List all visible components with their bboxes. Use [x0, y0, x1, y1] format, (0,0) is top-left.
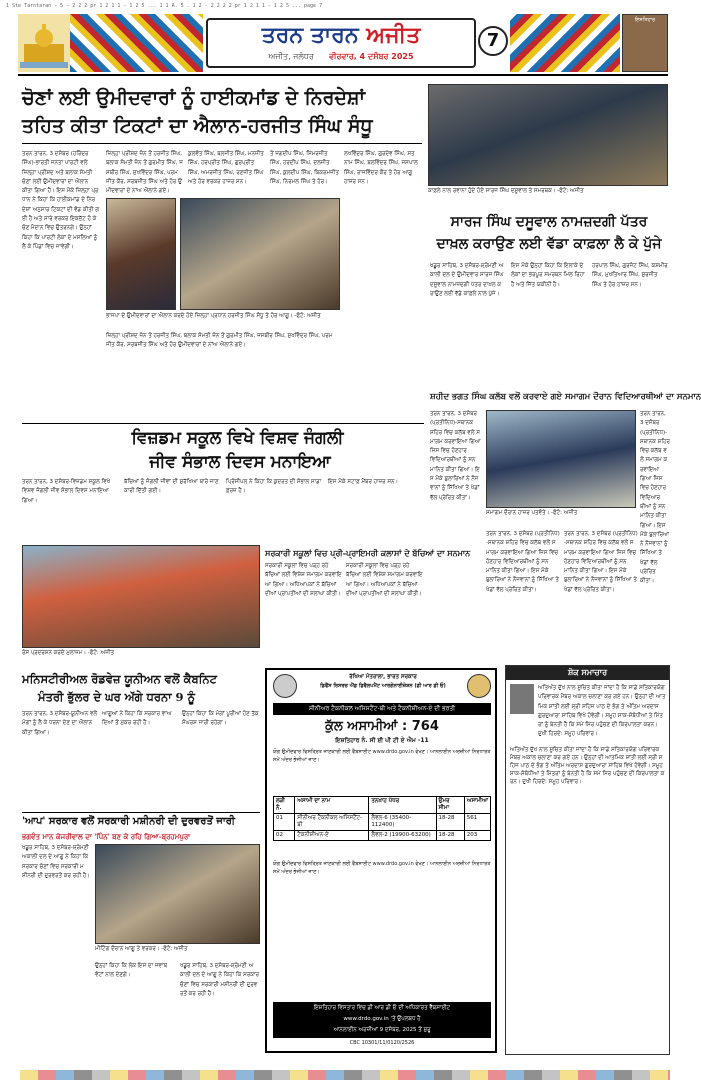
obituary-title: ਸ਼ੋਕ ਸਮਾਚਾਰ — [506, 666, 669, 680]
protest-headline-line1: ਮਨਿਸਟੀਰੀਅਲ ਰੋਡਵੇਜ਼ ਯੂਨੀਅਨ ਵਲੋਂ ਕੈਬਨਿਟ — [22, 672, 217, 686]
table-row — [274, 814, 491, 831]
protest-headline-line2: ਮੰਤਰੀ ਭੁੱਲਰ ਦੇ ਘਰ ਅੱਗੇ ਧਰਨਾ 9 ਨੂੰ — [38, 690, 196, 704]
ad-posts-table-wrap — [273, 796, 491, 841]
lead-headline-line2: ਤਹਿਤ ਕੀਤਾ ਟਿਕਟਾਂ ਦਾ ਐਲਾਨ-ਹਰਜੀਤ ਸਿੰਘ ਸੰਧੂ — [22, 115, 373, 137]
table-cell: 18-28 — [436, 831, 464, 841]
table-cell: ਸੀਨੀਅਰ ਟੈਕਨੀਕਲ ਅਸਿਸਟੈਂਟ-ਬੀ — [295, 814, 369, 831]
right-headline-line1: ਸਾਰਜ ਸਿੰਘ ਦਸੂਵਾਲ ਨਾਮਜ਼ਦਗੀ ਪੱਤਰ — [450, 214, 648, 230]
lead-col-1: ਤਰਨ ਤਾਰਨ, 3 ਦਸੰਬਰ (ਹਰਿੰਦਰ ਸਿੰਘ)-ਭਾਰਤੀ ਜਨਤਾ ਪਾਰਟੀ ਵਲੋਂ ਜ਼ਿਲ੍ਹਾ ਪ੍ਰੀਸ਼ਦ ਅਤੇ ਬਲਾਕ ਸੰਮਤੀ ਚੋਣਾਂ ਲਈ ਉਮੀਦਵਾਰਾਂ ਦਾ ਐਲਾਨ ਕੀਤਾ ਗਿਆ ਹੈ। ਇਸ ਮੌਕੇ ਜ਼ਿਲ੍ਹਾ ਪ੍ਰਧਾਨ ਨੇ ਕਿਹਾ ਕਿ ਹਾਈਕਮਾਂਡ ਦੇ ਨਿਰਦੇਸ਼ਾਂ ਅਨੁਸਾਰ ਟਿਕਟਾਂ ਦੀ ਵੰਡ ਕੀਤੀ ਗਈ ਹੈ ਅਤੇ ਸਾਰੇ ਵਰਕਰ ਇਕਜੁੱਟ ਹੋ ਕੇ ਚੋਣ ਮੈਦਾਨ ਵਿਚ ਉਤਰਨਗੇ। ਉਨ੍ਹਾਂ ਕਿਹਾ ਕਿ ਪਾਰਟੀ ਲੋਕਾਂ ਦੇ ਮਸਲਿਆਂ ਨੂੰ ਲੈ ਕੇ ਪਿੰਡਾਂ ਵਿਚ ਜਾਵੇਗੀ। — [22, 151, 100, 250]
ad-total-posts: ਕੁੱਲ ਅਸਾਮੀਆਂ : 764 — [325, 719, 439, 734]
obituary-body: ਅਤਿਅੰਤ ਦੁੱਖ ਨਾਲ ਸੂਚਿਤ ਕੀਤਾ ਜਾਂਦਾ ਹੈ ਕਿ ਸਾਡੇ ਸਤਿਕਾਰਯੋਗ ਪਰਿਵਾਰਕ ਮੈਂਬਰ ਅਕਾਲ ਚਲਾਣਾ ਕਰ ਗਏ ਹਨ। ਉਨ੍ਹਾਂ ਦੀ ਆਤਮਿਕ ਸ਼ਾਂਤੀ ਲਈ ਸ੍ਰੀ ਸਹਿਜ ਪਾਠ ਦੇ ਭੋਗ ਤੇ ਅੰਤਿਮ ਅਰਦਾਸ ਗੁਰਦੁਆਰਾ ਸਾਹਿਬ ਵਿਖੇ ਹੋਵੇਗੀ। ਸਮੂਹ ਸਾਕ-ਸੰਬੰਧੀਆਂ ਤੇ ਮਿੱਤਰਾਂ ਨੂੰ ਬੇਨਤੀ ਹੈ ਕਿ ਸਮੇਂ ਸਿਰ ਪਹੁੰਚਣ ਦੀ ਕਿਰਪਾਲਤਾ ਕਰਨ। ਦੁਖੀ ਹਿਰਦੇ: ਸਮੂਹ ਪਰਿਵਾਰ। — [510, 747, 665, 785]
ad-body: ਯੋਗ ਉਮੀਦਵਾਰ ਵਿਸਤ੍ਰਿਤ ਜਾਣਕਾਰੀ ਲਈ ਵੈੱਬਸਾਈਟ www.drdo.gov.in ਵੇਖਣ। ਆਨਲਾਈਨ ਅਰਜ਼ੀਆਂ ਨਿਰਧਾਰਤ ਸਮੇਂ ਅੰਦਰ ਭੇਜੀਆਂ ਜਾਣ। — [273, 861, 491, 875]
print-slug: 1 Ste Tarntaran - 5 - 2 2 2 pr 1 2 1 1 - 1 2 5 ... 1 1 A. 5 . 1 2 - 2 2 2 2 pr 1 2 1 1 - 1 2 5 ... page 7 — [6, 3, 323, 9]
masthead-right-pattern — [510, 14, 620, 72]
wisdom-col-3: ਪ੍ਰਿੰਸੀਪਲ ਨੇ ਕਿਹਾ ਕਿ ਕੁਦਰਤ ਦੀ ਸੰਭਾਲ ਸਾਡਾ ਫ਼ਰਜ਼ ਹੈ। — [226, 479, 322, 495]
title-city: ਤਰਨ ਤਾਰਨ — [261, 22, 359, 48]
ad-number: ਇਸ਼ਤਿਹਾਰ ਨੰ. ਸੀ ਈ ਪੀ ਟੀ ਏ ਐਮ -11 — [335, 737, 429, 744]
ad-header-small: ਰੱਖਿਆ ਮੰਤਰਾਲਾ, ਭਾਰਤ ਸਰਕਾਰ — [349, 674, 417, 680]
issue-date: ਵੀਰਵਾਰ, 4 ਦਸੰਬਰ 2025 — [329, 52, 414, 61]
table-cell: ਟੈਕਨੀਸ਼ੀਅਨ-ਏ — [295, 831, 369, 841]
aap-sub-headline: ਭਗਵੰਤ ਮਾਨ ਕੇਜਰੀਵਾਲ ਦਾ 'ਪਿੰਨ' ਬਣ ਕੇ ਰਹਿ ਗਿਆ-ਬ੍ਰਹਮਪੁਰਾ — [22, 832, 191, 841]
table-cell: ਲੈਵਲ-2 (19900-63200) — [369, 831, 436, 841]
page-number: 7 — [478, 26, 508, 56]
right-col-1: ਖਡੂਰ ਸਾਹਿਬ, 3 ਦਸੰਬਰ-ਸ਼੍ਰੋਮਣੀ ਅਕਾਲੀ ਦਲ ਦੇ ਉਮੀਦਵਾਰ ਸਾਰਜ ਸਿੰਘ ਦਸੂਵਾਲ ਨਾਮਜ਼ਦਗੀ ਪੱਤਰ ਦਾਖ਼ਲ ਕਰਾਉਣ ਲਈ ਵੱਡੇ ਕਾਫ਼ਲੇ ਨਾਲ ਪੁੱਜੇ। — [430, 263, 504, 297]
table-cell: ਲੈਵਲ-6 (35400-112400) — [369, 814, 436, 831]
school-side-headline: ਸਰਕਾਰੀ ਸਕੂਲਾਂ ਵਿਚ ਪ੍ਰੀ-ਪ੍ਰਾਇਮਰੀ ਕਲਾਸਾਂ ਦੇ ਬੱਚਿਆਂ ਦਾ ਸਨਮਾਨ — [265, 548, 471, 558]
wisdom-col-2: ਬੱਚਿਆਂ ਨੂੰ ਜੰਗਲੀ ਜੀਵਾਂ ਦੀ ਸੁਰੱਖਿਆ ਬਾਰੇ ਜਾਣਕਾਰੀ ਦਿੱਤੀ ਗਈ। — [124, 479, 219, 495]
right-top-caption: ਕਾਫ਼ਲੇ ਨਾਲ ਰਵਾਨਾ ਹੁੰਦੇ ਹੋਏ ਸਾਰਜ ਸਿੰਘ ਦਸੂਵਾਲ ਤੇ ਸਮਰਥਕ। -ਫੋਟੋ: ਅਜੀਤ — [428, 188, 584, 194]
masthead-ad-text: ਇਸ਼ਤਿਹਾਰ — [634, 17, 656, 23]
school-side-col-1: ਸਰਕਾਰੀ ਸਕੂਲਾਂ ਵਿਚ ਪੜ੍ਹ ਰਹੇ ਬੱਚਿਆਂ ਲਈ ਵਿਸ਼ੇਸ਼ ਸਮਾਗਮ ਕਰਵਾਇਆ ਗਿਆ। ਅਧਿਆਪਕਾਂ ਨੇ ਬੱਚਿਆਂ ਦੀਆਂ ਪ੍ਰਾਪਤੀਆਂ ਦੀ ਸ਼ਲਾਘਾ ਕੀਤੀ। — [265, 563, 342, 597]
table-cell: 01 — [274, 814, 295, 831]
table-header-cell: ਲੜੀ ਨੰ. — [274, 797, 295, 814]
ad-footer-line2: www.drdo.gov.in 'ਤੇ ਉਪਲਬਧ ਹੈ — [343, 1016, 421, 1022]
registration-color-bar — [20, 1070, 670, 1080]
ad-tagline: ਸੀਨੀਅਰ ਟੈਕਨੀਕਲ ਅਸਿਸਟੈਂਟ-ਬੀ ਅਤੇ ਟੈਕਨੀਸ਼ੀਅਨ-ਏ ਦੀ ਭਰਤੀ — [273, 703, 491, 715]
right-headline-line2: ਦਾਖ਼ਲ ਕਰਾਉਣ ਲਈ ਵੱਡਾ ਕਾਫ਼ਲਾ ਲੈ ਕੇ ਪੁੱਜੇ — [436, 236, 662, 252]
drdo-emblem — [273, 674, 297, 698]
masthead-publisher: ਅਜੀਤ, ਜਲੰਧਰ — [268, 52, 314, 61]
right-col-2: ਇਸ ਮੌਕੇ ਉਨ੍ਹਾਂ ਕਿਹਾ ਕਿ ਇਲਾਕੇ ਦੇ ਲੋਕਾਂ ਦਾ ਭਰਪੂਰ ਸਮਰਥਨ ਮਿਲ ਰਿਹਾ ਹੈ ਅਤੇ ਜਿੱਤ ਯਕੀਨੀ ਹੈ। — [511, 263, 585, 288]
lead-photo-caption: ਭਾਜਪਾ ਦੇ ਉਮੀਦਵਾਰਾਂ ਦਾ ਐਲਾਨ ਕਰਦੇ ਹੋਏ ਜ਼ਿਲ੍ਹਾ ਪ੍ਰਧਾਨ ਹਰਜੀਤ ਸਿੰਘ ਸੰਧੂ ਤੇ ਹੋਰ ਆਗੂ। -ਫੋਟੋ: ਅਜੀਤ — [106, 313, 321, 319]
table-row — [274, 831, 491, 841]
right-sub-col-3: ਤਰਨ ਤਾਰਨ, 3 ਦਸੰਬਰ (ਪ੍ਰਤੀਨਿਧ)-ਸਥਾਨਕ ਸ਼ਹਿਰ ਵਿਚ ਕਲੱਬ ਵਲੋਂ ਸਮਾਗਮ ਕਰਵਾਇਆ ਗਿਆ ਜਿਸ ਵਿਚ ਹੋਣਹਾਰ ਵਿਦਿਆਰਥੀਆਂ ਨੂੰ ਸਨਮਾਨਿਤ ਕੀਤਾ ਗਿਆ। ਇਸ ਮੌਕੇ ਬੁਲਾਰਿਆਂ ਨੇ ਨੌਜਵਾਨਾਂ ਨੂੰ ਸਿੱਖਿਆ ਤੇ ਖੇਡਾਂ ਵੱਲ ਪ੍ਰੇਰਿਤ ਕੀਤਾ। — [564, 531, 638, 593]
table-header-row — [274, 797, 491, 814]
aap-col-2: ਉਨ੍ਹਾਂ ਕਿਹਾ ਕਿ ਲੋਕ ਇਸ ਦਾ ਜਵਾਬ ਵੋਟਾਂ ਨਾਲ ਦੇਣਗੇ। — [95, 963, 167, 979]
obituary-intro: ਅਤਿਅੰਤ ਦੁੱਖ ਨਾਲ ਸੂਚਿਤ ਕੀਤਾ ਜਾਂਦਾ ਹੈ ਕਿ ਸਾਡੇ ਸਤਿਕਾਰਯੋਗ ਪਰਿਵਾਰਕ ਮੈਂਬਰ ਅਕਾਲ ਚਲਾਣਾ ਕਰ ਗਏ ਹਨ। ਉਨ੍ਹਾਂ ਦੀ ਆਤਮਿਕ ਸ਼ਾਂਤੀ ਲਈ ਸ੍ਰੀ ਸਹਿਜ ਪਾਠ ਦੇ ਭੋਗ ਤੇ ਅੰਤਿਮ ਅਰਦਾਸ ਗੁਰਦੁਆਰਾ ਸਾਹਿਬ ਵਿਖੇ ਹੋਵੇਗੀ। ਸਮੂਹ ਸਾਕ-ਸੰਬੰਧੀਆਂ ਤੇ ਮਿੱਤਰਾਂ ਨੂੰ ਬੇਨਤੀ ਹੈ ਕਿ ਸਮੇਂ ਸਿਰ ਪਹੁੰਚਣ ਦੀ ਕਿਰਪਾਲਤਾ ਕਰਨ। ਦੁਖੀ ਹਿਰਦੇ: ਸਮੂਹ ਪਰਿਵਾਰ। — [538, 685, 666, 738]
masthead — [18, 14, 668, 76]
school-side-col-2: ਸਰਕਾਰੀ ਸਕੂਲਾਂ ਵਿਚ ਪੜ੍ਹ ਰਹੇ ਬੱਚਿਆਂ ਲਈ ਵਿਸ਼ੇਸ਼ ਸਮਾਗਮ ਕਰਵਾਇਆ ਗਿਆ। ਅਧਿਆਪਕਾਂ ਨੇ ਬੱਚਿਆਂ ਦੀਆਂ ਪ੍ਰਾਪਤੀਆਂ ਦੀ ਸ਼ਲਾਘਾ ਕੀਤੀ। — [346, 563, 423, 597]
aap-col-1: ਖਡੂਰ ਸਾਹਿਬ, 3 ਦਸੰਬਰ-ਸ਼੍ਰੋਮਣੀ ਅਕਾਲੀ ਦਲ ਦੇ ਆਗੂ ਨੇ ਕਿਹਾ ਕਿ ਸਰਕਾਰ ਚੋਣਾਂ ਵਿਚ ਸਰਕਾਰੀ ਮਸ਼ੀਨਰੀ ਦੀ ਦੁਰਵਰਤੋਂ ਕਰ ਰਹੀ ਹੈ। — [22, 845, 90, 879]
ad-intro: ਯੋਗ ਉਮੀਦਵਾਰ ਵਿਸਤ੍ਰਿਤ ਜਾਣਕਾਰੀ ਲਈ ਵੈੱਬਸਾਈਟ www.drdo.gov.in ਵੇਖਣ। ਆਨਲਾਈਨ ਅਰਜ਼ੀਆਂ ਨਿਰਧਾਰਤ ਸਮੇਂ ਅੰਦਰ ਭੇਜੀਆਂ ਜਾਣ। — [273, 749, 491, 763]
ad-org: ਡਿਫੈਂਸ ਰਿਸਰਚ ਐਂਡ ਡਿਵੈਲਪਮੈਂਟ ਆਰਗੇਨਾਈਜ਼ੇਸ਼ਨ (ਡੀ ਆਰ ਡੀ ਓ) — [320, 683, 446, 689]
table-cell: 18-28 — [436, 814, 464, 831]
lead-photo-group — [180, 198, 340, 310]
ad-footer-line3: ਆਨਲਾਈਨ ਅਰਜ਼ੀਆਂ 9 ਦਸੰਬਰ, 2025 ਤੋਂ ਸ਼ੁਰੂ — [333, 1027, 431, 1033]
ad-footer-line1: ਇਸ਼ਤਿਹਾਰ ਵਿਸਤਾਰ ਵਿਚ ਡੀ ਆਰ ਡੀ ਓ ਦੀ ਅਧਿਕਾਰਤ ਵੈੱਬਸਾਈਟ — [313, 1005, 451, 1011]
drdo-recruitment-ad — [265, 668, 497, 1053]
divider — [22, 423, 424, 424]
masthead-title — [208, 22, 474, 48]
table-header-cell: ਤਨਖ਼ਾਹ ਪੱਧਰ — [369, 797, 436, 814]
right-top-photo — [428, 84, 668, 186]
title-brand: ਅਜੀਤ — [366, 22, 421, 48]
ad-posts-table — [273, 796, 491, 841]
lead-col-2: ਜ਼ਿਲ੍ਹਾ ਪ੍ਰੀਸ਼ਦ ਜ਼ੋਨ ਤੋਂ ਹਰਜੀਤ ਸਿੰਘ, ਬਲਾਕ ਸੰਮਤੀ ਜ਼ੋਨ ਤੋਂ ਗੁਰਮੀਤ ਸਿੰਘ, ਜਸਬੀਰ ਸਿੰਘ, ਸੁਖਵਿੰਦਰ ਸਿੰਘ, ਪਰਮਜੀਤ ਕੌਰ, ਸਰਬਜੀਤ ਸਿੰਘ ਅਤੇ ਹੋਰ ਉਮੀਦਵਾਰਾਂ ਦੇ ਨਾਂਅ ਐਲਾਨੇ ਗਏ। — [106, 151, 183, 195]
ad-cbc-code: CBC 10301/11/0120/2526 — [349, 1040, 415, 1046]
ad-footer-box — [273, 1002, 491, 1038]
aap-headline: 'ਆਪ' ਸਰਕਾਰ ਵਲੋਂ ਸਰਕਾਰੀ ਮਸ਼ੀਨਰੀ ਦੀ ਦੁਰਵਰਤੋਂ ਜਾਰੀ — [22, 816, 235, 827]
aap-photo — [95, 844, 260, 944]
divider — [22, 143, 422, 144]
protest-col-2: ਆਗੂਆਂ ਨੇ ਕਿਹਾ ਕਿ ਸਰਕਾਰ ਵਾਅਦਿਆਂ ਤੋਂ ਮੁੱਕਰ ਰਹੀ ਹੈ। — [102, 711, 172, 727]
masthead-title-box — [206, 18, 476, 68]
protest-col-3: ਉਨ੍ਹਾਂ ਕਿਹਾ ਕਿ ਮੰਗਾਂ ਪੂਰੀਆਂ ਹੋਣ ਤੱਕ ਸੰਘਰਸ਼ ਜਾਰੀ ਰਹੇਗਾ। — [182, 711, 259, 727]
right-col-3: ਹਰਪਾਲ ਸਿੰਘ, ਗੁਰਜੰਟ ਸਿੰਘ, ਕਸ਼ਮੀਰ ਸਿੰਘ, ਮੁਖਤਿਆਰ ਸਿੰਘ, ਸੁਰਜੀਤ ਸਿੰਘ ਤੇ ਹੋਰ ਹਾਜ਼ਰ ਸਨ। — [592, 263, 668, 288]
aap-photo-caption: ਮੀਟਿੰਗ ਦੌਰਾਨ ਆਗੂ ਤੇ ਵਰਕਰ। -ਫੋਟੋ: ਅਜੀਤ — [95, 946, 188, 952]
obituary-portrait — [510, 684, 534, 714]
wisdom-headline-line1: ਵਿਜ਼ਡਮ ਸਕੂਲ ਵਿਖੇ ਵਿਸ਼ਵ ਜੰਗਲੀ — [131, 428, 344, 448]
divider — [22, 812, 260, 813]
masthead-ad — [622, 14, 668, 72]
protest-photo — [22, 545, 260, 648]
obituary-box — [505, 665, 670, 1055]
protest-photo-caption: ਰੋਸ ਪ੍ਰਦਰਸ਼ਨ ਕਰਦੇ ਮੁਲਾਜ਼ਮ। -ਫੋਟੋ: ਅਜੀਤ — [22, 650, 115, 656]
protest-col-1: ਤਰਨ ਤਾਰਨ, 3 ਦਸੰਬਰ-ਯੂਨੀਅਨ ਵਲੋਂ ਮੰਗਾਂ ਨੂੰ ਲੈ ਕੇ ਧਰਨਾ ਦੇਣ ਦਾ ਐਲਾਨ ਕੀਤਾ ਗਿਆ। — [22, 711, 98, 736]
lead-col-4: ਤੋਂ ਜਗਦੀਪ ਸਿੰਘ, ਸਿਮਰਜੀਤ ਸਿੰਘ, ਹਰਦੀਪ ਸਿੰਘ, ਦਲਜੀਤ ਸਿੰਘ, ਕੁਲਦੀਪ ਸਿੰਘ, ਬਿਕਰਮਜੀਤ ਸਿੰਘ, ਨਿਰਮਲ ਸਿੰਘ ਤੇ ਹੋਰ। — [270, 151, 339, 185]
lead-photo-portrait — [106, 198, 176, 310]
jubilee-emblem — [467, 674, 491, 698]
lead-col-5: ਲਖਵਿੰਦਰ ਸਿੰਘ, ਗੁਰਦੇਵ ਸਿੰਘ, ਸਤਨਾਮ ਸਿੰਘ, ਬਲਵਿੰਦਰ ਸਿੰਘ, ਜਸਪਾਲ ਸਿੰਘ, ਰਾਜਵਿੰਦਰ ਕੌਰ ਤੇ ਹੋਰ ਆਗੂ ਹਾਜ਼ਰ ਸਨ। — [344, 151, 418, 185]
right-sub-caption: ਸਮਾਗਮ ਦੌਰਾਨ ਹਾਜ਼ਰ ਪਤਵੰਤੇ। -ਫੋਟੋ: ਅਜੀਤ — [486, 510, 578, 516]
wisdom-headline-line2: ਜੀਵ ਸੰਭਾਲ ਦਿਵਸ ਮਨਾਇਆ — [149, 452, 331, 472]
right-sub-col-1: ਤਰਨ ਤਾਰਨ, 3 ਦਸੰਬਰ (ਪ੍ਰਤੀਨਿਧ)-ਸਥਾਨਕ ਸ਼ਹਿਰ ਵਿਚ ਕਲੱਬ ਵਲੋਂ ਸਮਾਗਮ ਕਰਵਾਇਆ ਗਿਆ ਜਿਸ ਵਿਚ ਹੋਣਹਾਰ ਵਿਦਿਆਰਥੀਆਂ ਨੂੰ ਸਨਮਾਨਿਤ ਕੀਤਾ ਗਿਆ। ਇਸ ਮੌਕੇ ਬੁਲਾਰਿਆਂ ਨੇ ਨੌਜਵਾਨਾਂ ਨੂੰ ਸਿੱਖਿਆ ਤੇ ਖੇਡਾਂ ਵੱਲ ਪ੍ਰੇਰਿਤ ਕੀਤਾ। — [430, 411, 481, 501]
table-header-cell: ਅਸਾਮੀ ਦਾ ਨਾਮ — [295, 797, 369, 814]
right-sub-headline: ਸ਼ਹੀਦ ਭਗਤ ਸਿੰਘ ਕਲੱਬ ਵਲੋਂ ਕਰਵਾਏ ਗਏ ਸਮਾਗਮ ਦੌਰਾਨ ਵਿਦਿਆਰਥੀਆਂ ਦਾ ਸਨਮਾਨ — [430, 392, 701, 402]
right-sub-photo — [486, 410, 636, 508]
wisdom-col-1: ਤਰਨ ਤਾਰਨ, 3 ਦਸੰਬਰ-ਵਿਜ਼ਡਮ ਸਕੂਲ ਵਿਖੇ ਵਿਸ਼ਵ ਜੰਗਲੀ ਜੀਵ ਸੰਭਾਲ ਦਿਵਸ ਮਨਾਇਆ ਗਿਆ। — [22, 479, 111, 504]
table-header-cell: ਉਮਰ ਸੀਮਾ — [436, 797, 464, 814]
lead-col-3: ਕੁਲਵੰਤ ਸਿੰਘ, ਬਲਜੀਤ ਸਿੰਘ, ਮਨਜੀਤ ਸਿੰਘ, ਹਰਪ੍ਰੀਤ ਸਿੰਘ, ਗੁਰਪ੍ਰੀਤ ਸਿੰਘ, ਅਮਰਜੀਤ ਸਿੰਘ, ਰਣਜੀਤ ਸਿੰਘ ਅਤੇ ਹੋਰ ਵਰਕਰ ਹਾਜ਼ਰ ਸਨ। — [188, 151, 264, 185]
golden-temple-logo — [18, 14, 70, 72]
table-header-cell: ਅਸਾਮੀਆਂ — [464, 797, 490, 814]
masthead-subtitle — [208, 52, 474, 62]
lead-headline-line1: ਚੋਣਾਂ ਲਈ ਉਮੀਦਵਾਰਾਂ ਨੂੰ ਹਾਈਕਮਾਂਡ ਦੇ ਨਿਰਦੇਸ਼ਾਂ — [22, 87, 365, 109]
lead-col-continued: ਜ਼ਿਲ੍ਹਾ ਪ੍ਰੀਸ਼ਦ ਜ਼ੋਨ ਤੋਂ ਹਰਜੀਤ ਸਿੰਘ, ਬਲਾਕ ਸੰਮਤੀ ਜ਼ੋਨ ਤੋਂ ਗੁਰਮੀਤ ਸਿੰਘ, ਜਸਬੀਰ ਸਿੰਘ, ਸੁਖਵਿੰਦਰ ਸਿੰਘ, ਪਰਮਜੀਤ ਕੌਰ, ਸਰਬਜੀਤ ਸਿੰਘ ਅਤੇ ਹੋਰ ਉਮੀਦਵਾਰਾਂ ਦੇ ਨਾਂਅ ਐਲਾਨੇ ਗਏ। — [106, 333, 333, 349]
right-sub-col-2: ਤਰਨ ਤਾਰਨ, 3 ਦਸੰਬਰ (ਪ੍ਰਤੀਨਿਧ)-ਸਥਾਨਕ ਸ਼ਹਿਰ ਵਿਚ ਕਲੱਬ ਵਲੋਂ ਸਮਾਗਮ ਕਰਵਾਇਆ ਗਿਆ ਜਿਸ ਵਿਚ ਹੋਣਹਾਰ ਵਿਦਿਆਰਥੀਆਂ ਨੂੰ ਸਨਮਾਨਿਤ ਕੀਤਾ ਗਿਆ। ਇਸ ਮੌਕੇ ਬੁਲਾਰਿਆਂ ਨੇ ਨੌਜਵਾਨਾਂ ਨੂੰ ਸਿੱਖਿਆ ਤੇ ਖੇਡਾਂ ਵੱਲ ਪ੍ਰੇਰਿਤ ਕੀਤਾ। — [486, 531, 560, 593]
wisdom-col-4: ਇਸ ਮੌਕੇ ਸਟਾਫ਼ ਮੈਂਬਰ ਹਾਜ਼ਰ ਸਨ। — [328, 479, 399, 485]
aap-col-3: ਖਡੂਰ ਸਾਹਿਬ, 3 ਦਸੰਬਰ-ਸ਼੍ਰੋਮਣੀ ਅਕਾਲੀ ਦਲ ਦੇ ਆਗੂ ਨੇ ਕਿਹਾ ਕਿ ਸਰਕਾਰ ਚੋਣਾਂ ਵਿਚ ਸਰਕਾਰੀ ਮਸ਼ੀਨਰੀ ਦੀ ਦੁਰਵਰਤੋਂ ਕਰ ਰਹੀ ਹੈ। — [180, 963, 259, 997]
table-cell: 02 — [274, 831, 295, 841]
table-cell: 203 — [464, 831, 490, 841]
right-sub-col-narrow: ਤਰਨ ਤਾਰਨ, 3 ਦਸੰਬਰ (ਪ੍ਰਤੀਨਿਧ)-ਸਥਾਨਕ ਸ਼ਹਿਰ ਵਿਚ ਕਲੱਬ ਵਲੋਂ ਸਮਾਗਮ ਕਰਵਾਇਆ ਗਿਆ ਜਿਸ ਵਿਚ ਹੋਣਹਾਰ ਵਿਦਿਆਰਥੀਆਂ ਨੂੰ ਸਨਮਾਨਿਤ ਕੀਤਾ ਗਿਆ। ਇਸ ਮੌਕੇ ਬੁਲਾਰਿਆਂ ਨੇ ਨੌਜਵਾਨਾਂ ਨੂੰ ਸਿੱਖਿਆ ਤੇ ਖੇਡਾਂ ਵੱਲ ਪ੍ਰੇਰਿਤ ਕੀਤਾ। — [640, 411, 670, 585]
table-cell: 561 — [464, 814, 490, 831]
